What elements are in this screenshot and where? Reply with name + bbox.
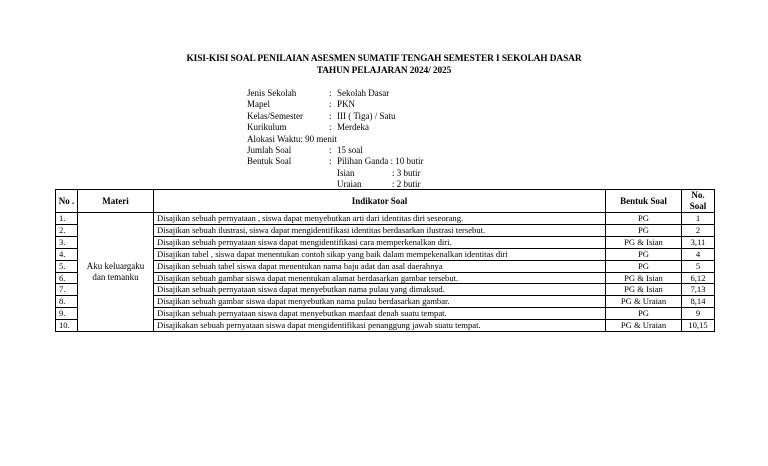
- row-indikator: Disajikan sebuah pernyataan , siswa dapat menyebutkan arti dari identitas diri seseorang.: [154, 213, 606, 225]
- row-no: 8.: [56, 296, 78, 308]
- info-value: Merdeka: [337, 122, 369, 133]
- table-row: [56, 272, 715, 284]
- info-label: Uraian: [337, 179, 362, 190]
- info-label: Jenis Sekolah: [247, 88, 297, 98]
- table-row: [56, 284, 715, 296]
- row-indikator: Disajikan sebuah gambar siswa dapat menentukan alamat berdasarkan gambar tersebut.: [154, 272, 606, 284]
- row-nosoal: 3,11: [682, 236, 715, 248]
- info-value: : 2 butir: [392, 179, 421, 190]
- table-row: [56, 260, 715, 272]
- document-title: KISI-KISI SOAL PENILAIAN ASESMEN SUMATIF TENGAH SEMESTER I SEKOLAH DASAR: [186, 54, 582, 64]
- info-label: Kurikulum: [247, 122, 287, 133]
- row-indikator: Disajikakan sebuah pernyataan siswa dapat mengidentifikasi penanggung jawab suatu tempat.: [154, 320, 606, 332]
- row-nosoal: 10,15: [682, 320, 715, 332]
- row-no: 4.: [56, 248, 78, 260]
- row-nosoal: 6,12: [682, 272, 715, 284]
- table-row: [56, 236, 715, 248]
- table-row: [56, 224, 715, 236]
- header-materi: Materi: [78, 190, 154, 213]
- table-row: [56, 296, 715, 308]
- info-label: Kelas/Semester: [247, 110, 303, 121]
- row-no: 2.: [56, 224, 78, 236]
- row-nosoal: 8,14: [682, 296, 715, 308]
- row-bentuk: PG & Isian: [606, 236, 682, 248]
- row-no: 9.: [56, 308, 78, 320]
- info-value: Pilihan Ganda : 10 butir: [337, 156, 424, 167]
- row-indikator: Disajikan sebuah gambar siswa dapat menyebutkan nama pulau berdasarkan gambar.: [154, 296, 606, 308]
- info-label: Bentuk Soal: [247, 156, 292, 167]
- info-colon: :: [329, 122, 332, 133]
- info-alokasi: Alokasi Waktu: 90 menit: [247, 133, 337, 144]
- school-info-block: [247, 88, 487, 190]
- table-header-row: [56, 190, 715, 213]
- row-bentuk: PG: [606, 213, 682, 225]
- header-nosoal: No. Soal: [682, 190, 715, 213]
- info-label: Mapel: [247, 99, 270, 110]
- row-bentuk: PG: [606, 308, 682, 320]
- row-nosoal: 9: [682, 308, 715, 320]
- info-colon: :: [329, 156, 332, 167]
- info-value: PKN: [337, 99, 356, 110]
- table-row: [56, 213, 715, 225]
- row-indikator: Disajikan sebuah ilustrasi, siswa dapat mengidentifikasi identitas berdasarkan ilustrasi tersebut.: [154, 224, 606, 236]
- row-indikator: Disajikan sebuah tabel siswa dapat menentukan nama baju adat dan asal daerahnya: [154, 260, 606, 272]
- row-indikator: Disajikan sebuah pernyataan siswa dapat menyebutkan manfaat denah suatu tempat.: [154, 308, 606, 320]
- info-colon: :: [329, 110, 332, 121]
- header-no: No .: [56, 190, 78, 213]
- info-value: : 3 butir: [392, 167, 421, 178]
- table-row: [56, 308, 715, 320]
- info-colon: :: [329, 88, 332, 98]
- row-indikator: Disajikan sebuah pernyataan siswa dapat menyebutkan nama pulau yang dimaksud.: [154, 284, 606, 296]
- kisi-kisi-table: [55, 189, 715, 332]
- row-indikator: Disajikan tabel , siswa dapat menentukan contoh sikap yang baik dalam mempekenalkan identitas diri: [154, 248, 606, 260]
- header-bentuk: Bentuk Soal: [606, 190, 682, 213]
- info-value: III ( Tiga) / Satu: [337, 110, 396, 121]
- row-nosoal: 7,13: [682, 284, 715, 296]
- row-bentuk: PG & Isian: [606, 272, 682, 284]
- document-subtitle: TAHUN PELAJARAN 2024/ 2025: [316, 66, 452, 76]
- row-nosoal: 4: [682, 248, 715, 260]
- header-indikator: Indikator Soal: [154, 190, 606, 213]
- row-nosoal: 2: [682, 224, 715, 236]
- info-value: Sekolah Dasar: [337, 88, 390, 98]
- info-label: Isian: [337, 167, 355, 178]
- row-no: 6.: [56, 272, 78, 284]
- materi-cell: Aku keluargaku dan temanku: [78, 213, 154, 332]
- row-nosoal: 5: [682, 260, 715, 272]
- row-bentuk: PG & Isian: [606, 284, 682, 296]
- row-nosoal: 1: [682, 213, 715, 225]
- info-value: 15 soal: [337, 145, 363, 155]
- info-colon: :: [329, 99, 332, 110]
- table-row: [56, 320, 715, 332]
- row-bentuk: PG & Uraian: [606, 296, 682, 308]
- row-no: 1.: [56, 213, 78, 225]
- info-colon: :: [329, 145, 332, 155]
- row-bentuk: PG & Uraian: [606, 320, 682, 332]
- row-no: 10.: [56, 320, 78, 332]
- row-no: 7.: [56, 284, 78, 296]
- row-no: 3.: [56, 236, 78, 248]
- row-indikator: Disajikan sebuah pernyataan siswa dapat mengidentifikasi cara memperkenalkan diri.: [154, 236, 606, 248]
- row-bentuk: PG: [606, 260, 682, 272]
- table-row: [56, 248, 715, 260]
- row-bentuk: PG: [606, 248, 682, 260]
- row-bentuk: PG: [606, 224, 682, 236]
- info-label: Jumlah Soal: [247, 145, 292, 155]
- row-no: 5.: [56, 260, 78, 272]
